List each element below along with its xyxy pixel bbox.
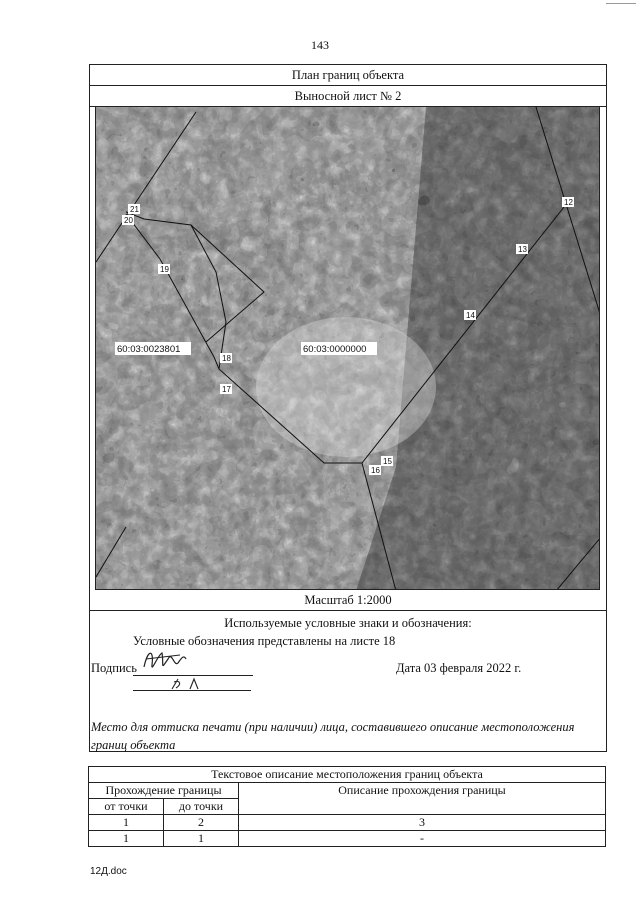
point-label: 15	[383, 457, 392, 466]
legend-text: Условные обозначения представлены на листе 18	[133, 634, 396, 648]
handwritten-initials	[168, 676, 208, 692]
cell-desc: -	[239, 831, 606, 847]
point-label: 19	[160, 265, 169, 274]
date-text: Дата 03 февраля 2022 г.	[396, 661, 522, 675]
point-label: 18	[222, 354, 231, 363]
point-label: 16	[371, 466, 380, 475]
point-label: 20	[124, 216, 133, 225]
col-passage-header: Прохождение границы	[89, 783, 239, 799]
table-title: Текстовое описание местоположения границ объекта	[89, 767, 606, 783]
stamp-note: Место для оттиска печати (при наличии) лица, составившего описание местоположения границ объекта	[91, 720, 575, 752]
map-scale: Масштаб 1:2000	[304, 593, 392, 607]
table-row	[89, 815, 606, 831]
parcel-label: 60:03:0000000	[303, 344, 367, 355]
point-label: 17	[222, 385, 231, 394]
legend-heading: Используемые условные знаки и обозначения:	[224, 616, 472, 630]
footer-filename: 12Д.doc	[90, 866, 127, 877]
boundary-description-table	[88, 766, 606, 847]
parcel-label: 60:03:0023801	[117, 344, 181, 355]
page-number: 143	[311, 38, 329, 52]
col-to-header: до точки	[164, 799, 239, 815]
point-label: 21	[130, 205, 139, 214]
cell-to: 1	[164, 831, 239, 847]
table-row	[89, 831, 606, 847]
divider	[89, 610, 607, 611]
scan-edge-mark	[606, 3, 636, 4]
cell-from: 1	[89, 815, 164, 831]
sheet-subtitle: Выносной лист № 2	[294, 89, 402, 103]
aerial-map	[95, 106, 600, 590]
point-label: 13	[518, 245, 527, 254]
col-description-header: Описание прохождения границы	[239, 783, 606, 815]
col-from-header: от точки	[89, 799, 164, 815]
plan-title: План границ объекта	[291, 68, 405, 82]
cell-desc: 3	[239, 815, 606, 831]
cell-from: 1	[89, 831, 164, 847]
point-label: 12	[564, 198, 573, 207]
handwritten-signature	[140, 645, 190, 677]
cell-to: 2	[164, 815, 239, 831]
point-label: 14	[466, 311, 475, 320]
divider	[89, 85, 607, 86]
signature-label: Подпись	[91, 661, 137, 675]
